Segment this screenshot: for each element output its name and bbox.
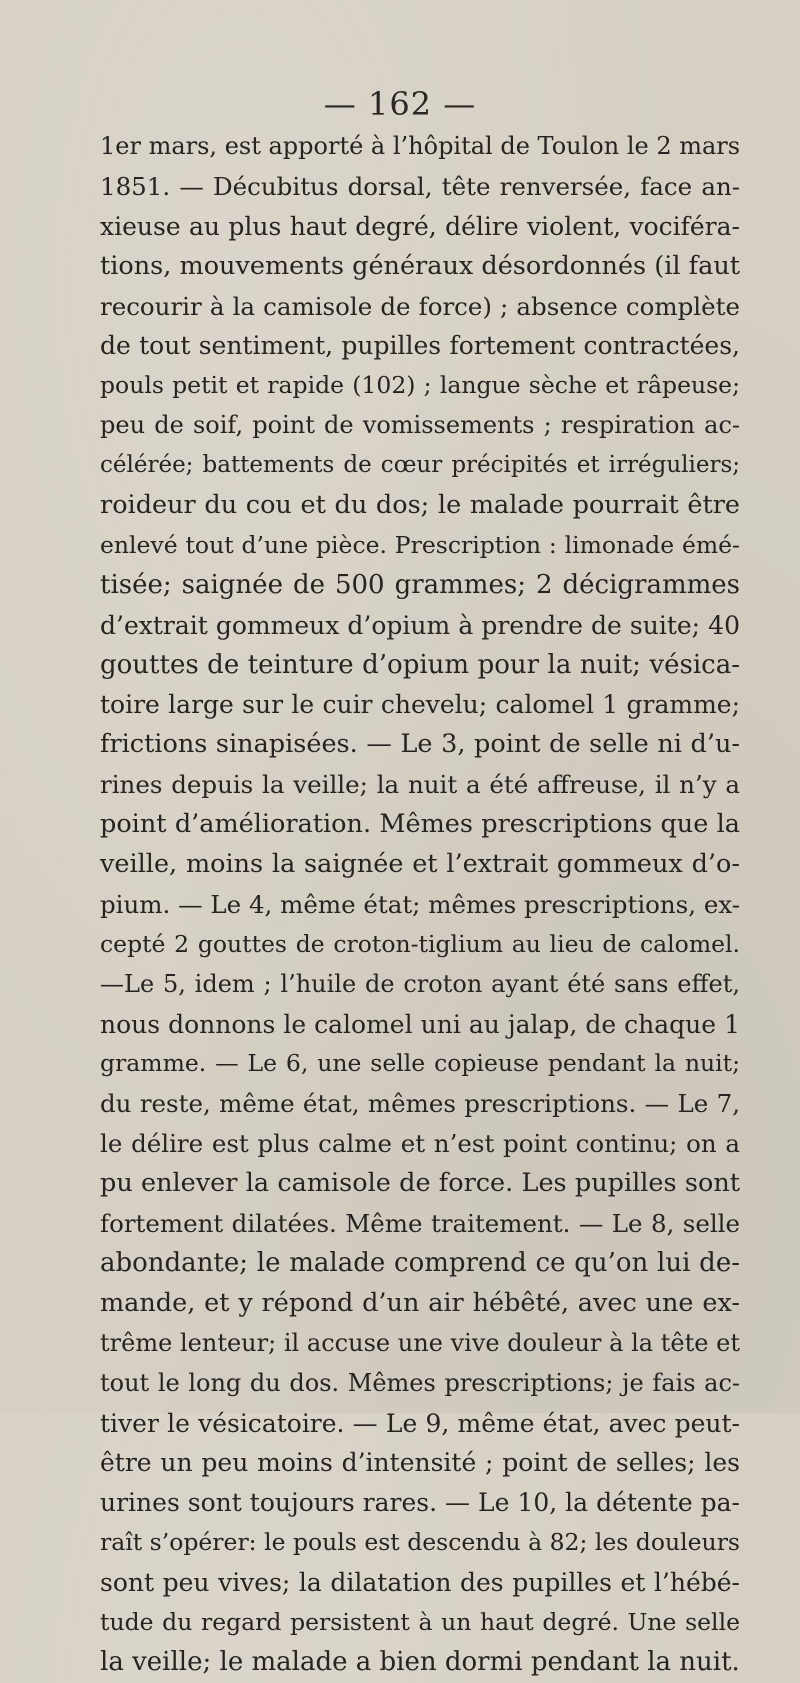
text-line: raît s’opérer: le pouls est descendu à 82; les douleurs [100,1528,740,1557]
text-line: toire large sur le cuir chevelu; calomel 1 gramme; [100,690,740,720]
text-line: fortement dilatées. Même traitement. — Le 8, selle [100,1209,740,1239]
text-line: 1er mars, est apporté à l’hôpital de Toulon le 2 mars [100,132,741,160]
text-line: du reste, même état, mêmes prescriptions. — Le 7, [100,1089,740,1119]
text-line: —Le 5, idem ; l’huile de croton ayant été sans effet, [100,969,740,998]
text-line: être un peu moins d’intensité ; point de selles; les [100,1448,740,1478]
text-line: enlevé tout d’une pièce. Prescription : limonade émé- [100,530,740,559]
text-line: roideur du cou et du dos; le malade pourrait être [100,490,740,521]
text-line: tout le long du dos. Mêmes prescriptions; je fais ac- [100,1368,740,1397]
text-line: le délire est plus calme et n’est point continu; on a [100,1129,740,1159]
text-line: xieuse au plus haut degré, délire violent, vociféra- [100,211,740,241]
text-line: pu enlever la camisole de force. Les pupilles sont [100,1168,740,1199]
text-line: trême lenteur; il accuse une vive douleur à la tête et [100,1328,740,1357]
text-line: recourir à la camisole de force) ; absence complète [100,291,740,321]
text-line: gouttes de teinture d’opium pour la nuit; vésica- [100,649,740,680]
text-line: gramme. — Le 6, une selle copieuse pendant la nuit; [100,1049,740,1078]
text-line: d’extrait gommeux d’opium à prendre de suite; 40 [100,610,740,640]
text-line: sont peu vives; la dilatation des pupilles et l’hébé- [100,1568,740,1598]
text-line: tude du regard persistent à un haut degré. Une selle [100,1607,740,1636]
text-line: pouls petit et rapide (102) ; langue sèche et râpeuse; [100,371,740,400]
text-line: tions, mouvements généraux désordonnés (il faut [100,250,740,281]
text-line: célérée; battements de cœur précipités et irréguliers; [100,452,740,479]
text-line: tisée; saignée de 500 grammes; 2 décigrammes [100,569,740,600]
text-line: mande, et y répond d’un air hébêté, avec une ex- [100,1287,740,1318]
body-text [100,127,740,1683]
text-line: nous donnons le calomel uni au jalap, de chaque 1 [100,1009,740,1039]
text-line: point d’amélioration. Mêmes prescriptions que la [100,809,740,840]
text-line: cepté 2 gouttes de croton-tiglium au lieu de calomel. [100,929,740,958]
text-line: frictions sinapisées. — Le 3, point de selle ni d’u- [100,729,740,760]
text-line: peu de soif, point de vomissements ; respiration ac- [100,411,740,440]
text-line: tiver le vésicatoire. — Le 9, même état, avec peut- [100,1408,740,1438]
text-line: rines depuis la veille; la nuit a été affreuse, il n’y a [100,770,740,800]
text-line: 1851. — Décubitus dorsal, tête renversée, face an- [100,171,740,201]
text-line: de tout sentiment, pupilles fortement contractées, [100,331,740,361]
text-line: urines sont toujours rares. — Le 10, la détente pa- [100,1488,740,1518]
text-line: veille, moins la saignée et l’extrait gommeux d’o- [100,849,740,880]
page-number: — 162 — [323,85,477,123]
text-line: abondante; le malade comprend ce qu’on lui de- [100,1247,740,1278]
text-line: la veille; le malade a bien dormi pendant la nuit. [100,1646,740,1677]
text-line: pium. — Le 4, même état; mêmes prescriptions, ex- [100,889,740,919]
